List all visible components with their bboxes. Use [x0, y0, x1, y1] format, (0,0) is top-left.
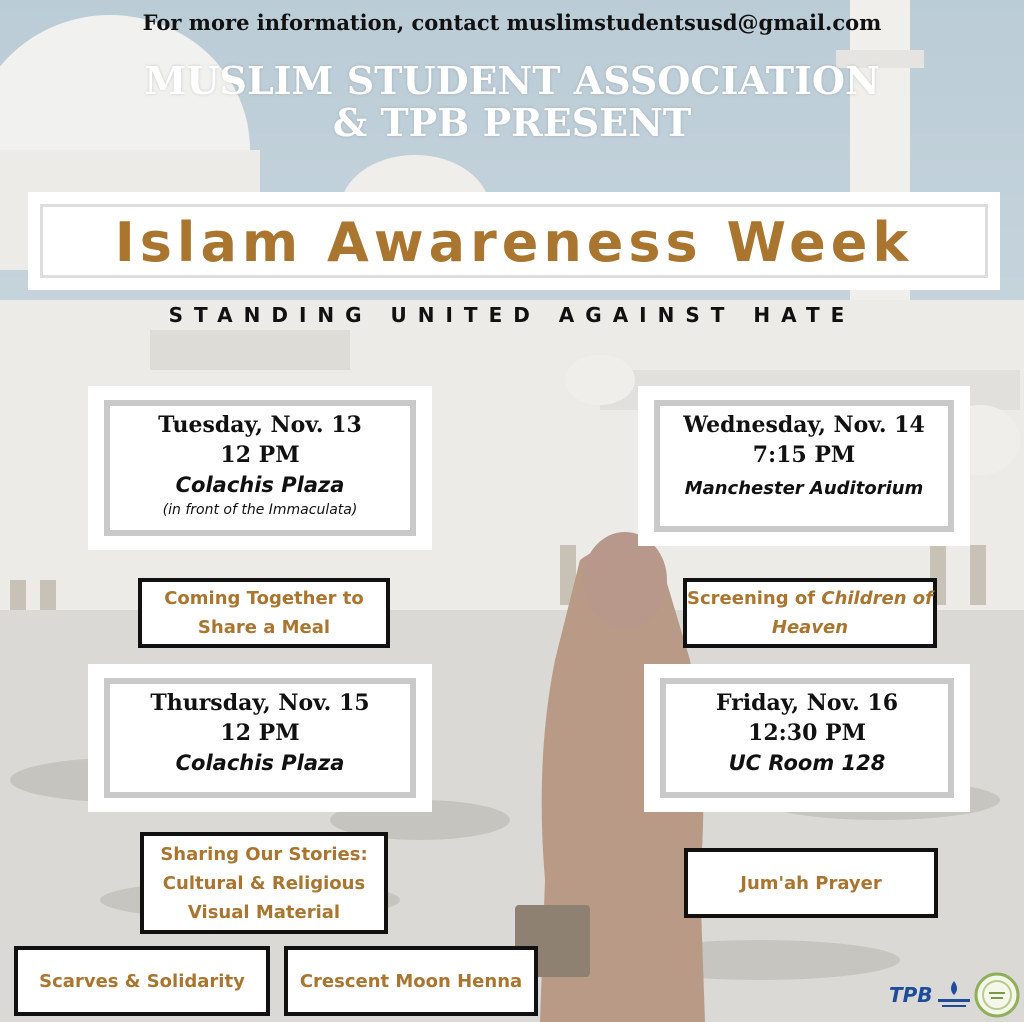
card-time: 12 PM [220, 442, 300, 468]
seal-logo-icon [974, 972, 1020, 1018]
tagline: STANDING UNITED AGAINST HATE [168, 303, 856, 327]
card-time: 12:30 PM [748, 720, 866, 746]
schedule-card-friday [644, 664, 970, 812]
event-screening-film-title: Children of Heaven [771, 588, 933, 638]
card-day: Thursday, Nov. 15 [150, 690, 370, 716]
event-jumah-prayer: Jum'ah Prayer [684, 848, 938, 918]
card-day: Wednesday, Nov. 14 [683, 412, 925, 438]
tpb-logo-icon: TPB [889, 983, 933, 1007]
associated-students-logo-icon [934, 977, 974, 1013]
event-screening-prefix: Screening of [687, 588, 822, 609]
card-day: Tuesday, Nov. 13 [158, 412, 362, 438]
schedule-card-tuesday [88, 386, 432, 550]
event-scarves-solidarity: Scarves & Solidarity [14, 946, 270, 1016]
event-crescent-moon-henna: Crescent Moon Henna [284, 946, 538, 1016]
schedule-card-wednesday [638, 386, 970, 546]
presenter-line-2: & TPB PRESENT [332, 100, 692, 145]
presenter-line-1: MUSLIM STUDENT ASSOCIATION [144, 58, 880, 103]
title-banner [28, 192, 1000, 290]
card-time: 12 PM [220, 720, 300, 746]
card-place: UC Room 128 [728, 751, 886, 775]
card-day: Friday, Nov. 16 [715, 690, 899, 716]
card-place: Colachis Plaza [175, 751, 345, 775]
card-time: 7:15 PM [752, 442, 856, 468]
title-banner-inner [40, 204, 988, 278]
event-sharing-stories: Sharing Our Stories: Cultural & Religious Visual Material [140, 832, 388, 934]
event-screening [683, 578, 937, 648]
event-title: Islam Awareness Week [114, 211, 914, 274]
contact-info: For more information, contact muslimstudentsusd@gmail.com [142, 10, 882, 35]
schedule-card-thursday [88, 664, 432, 812]
card-place: Colachis Plaza [175, 473, 345, 497]
event-share-a-meal: Coming Together to Share a Meal [138, 578, 390, 648]
card-note: (in front of the Immaculata) [162, 502, 358, 518]
presenter-heading [0, 60, 1024, 144]
card-place: Manchester Auditorium [684, 478, 924, 499]
